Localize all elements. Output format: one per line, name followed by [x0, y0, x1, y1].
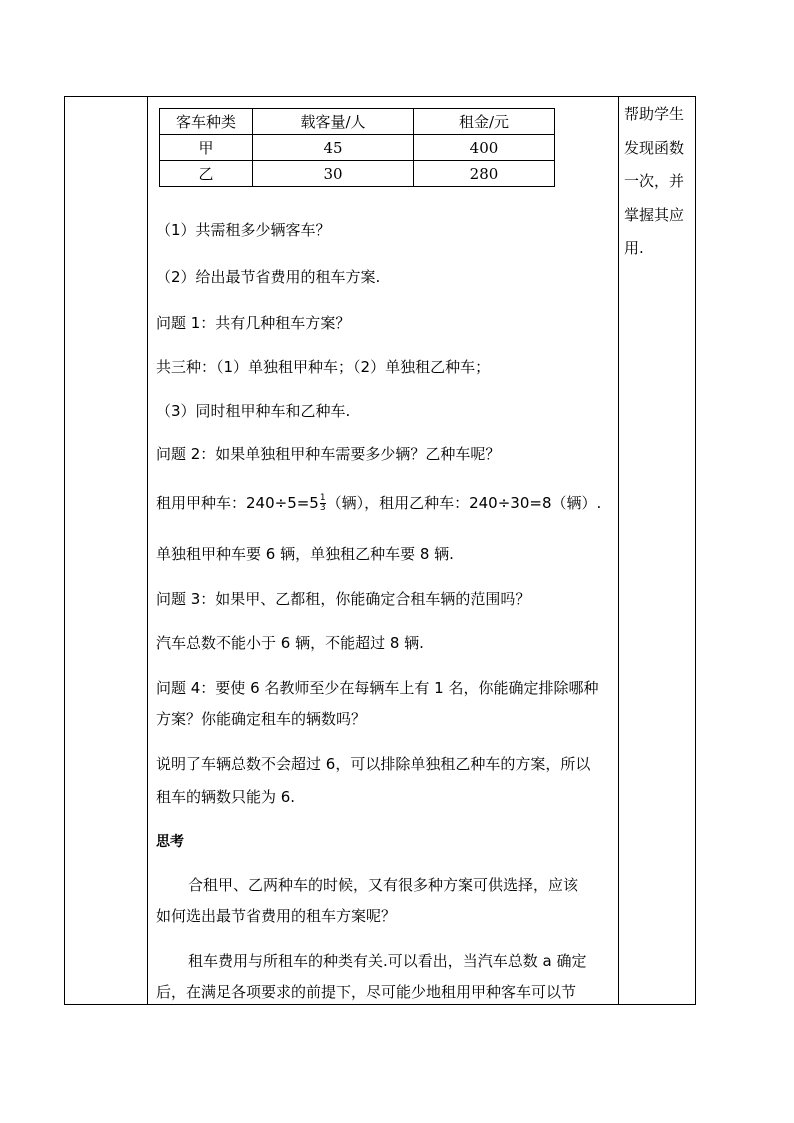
- think-paragraph-2-cont: 后，在满足各项要求的前提下，尽可能少地租用甲种客车可以节: [156, 983, 577, 1001]
- note-line: 一次，并: [624, 172, 685, 190]
- question-1: （1）共需租多少辆客车？: [156, 221, 331, 239]
- cell-rent-a: 400: [414, 135, 555, 161]
- column-divider-right: [618, 96, 619, 1005]
- answer-1-cont: （3）同时租甲种车和乙种车.: [156, 402, 351, 420]
- note-line: 帮助学生: [624, 105, 685, 123]
- header-rent: 租金/元: [414, 109, 555, 135]
- fraction-numerator: 1: [319, 493, 326, 503]
- section-heading-think: 思考: [156, 834, 184, 850]
- cell-type-b: 乙: [160, 161, 253, 187]
- note-line: 用.: [624, 239, 644, 257]
- cell-capacity-a: 45: [253, 135, 414, 161]
- answer-2: [156, 492, 601, 513]
- problem-4-cont: 方案？你能确定租车的辆数吗？: [156, 710, 367, 728]
- think-paragraph-1: 合租甲、乙两种车的时候，又有很多种方案可供选择，应该: [188, 876, 579, 894]
- think-paragraph-1-cont: 如何选出最节省费用的租车方案呢？: [156, 907, 397, 925]
- note-line: 掌握其应: [624, 205, 685, 224]
- problem-4: 问题 4：要使 6 名教师至少在每辆车上有 1 名，你能确定排除哪种: [156, 679, 599, 697]
- problem-1: 问题 1：共有几种租车方案？: [156, 314, 351, 332]
- answer-2-part-a: 租用甲种车：240÷5=5: [156, 494, 319, 512]
- note-line: 发现函数: [624, 138, 685, 157]
- think-paragraph-2: 租车费用与所租车的种类有关.可以看出，当汽车总数 a 确定: [188, 952, 587, 970]
- bus-rental-table: [159, 108, 555, 187]
- answer-4: 说明了车辆总数不会超过 6，可以排除单独租乙种车的方案，所以: [156, 755, 591, 773]
- column-divider-left: [147, 96, 148, 1005]
- mixed-fraction: [320, 494, 326, 513]
- fraction-denominator: 3: [319, 503, 326, 513]
- cell-type-a: 甲: [160, 135, 253, 161]
- answer-4-cont: 租车的辆数只能为 6.: [156, 788, 296, 806]
- problem-3: 问题 3：如果甲、乙都租，你能确定合租车辆的范围吗？: [156, 590, 531, 608]
- cell-rent-b: 280: [414, 161, 555, 187]
- design-intent-note: [624, 98, 694, 266]
- table-header-row: [160, 109, 555, 135]
- header-bus-type: 客车种类: [160, 109, 253, 135]
- table-row: [160, 135, 555, 161]
- cell-capacity-b: 30: [253, 161, 414, 187]
- answer-2-part-b: （辆），租用乙种车：240÷30=8（辆）.: [326, 494, 602, 512]
- answer-2-summary: 单独租甲种车要 6 辆，单独租乙种车要 8 辆.: [156, 545, 454, 563]
- header-capacity: 载客量/人: [253, 109, 414, 135]
- question-2: （2）给出最节省费用的租车方案.: [156, 268, 381, 286]
- answer-3: 汽车总数不能小于 6 辆，不能超过 8 辆.: [156, 634, 424, 652]
- answer-1: 共三种：（1）单独租甲种车；（2）单独租乙种车；: [156, 358, 491, 376]
- problem-2: 问题 2：如果单独租甲种车需要多少辆？乙种车呢？: [156, 445, 501, 463]
- table-row: [160, 161, 555, 187]
